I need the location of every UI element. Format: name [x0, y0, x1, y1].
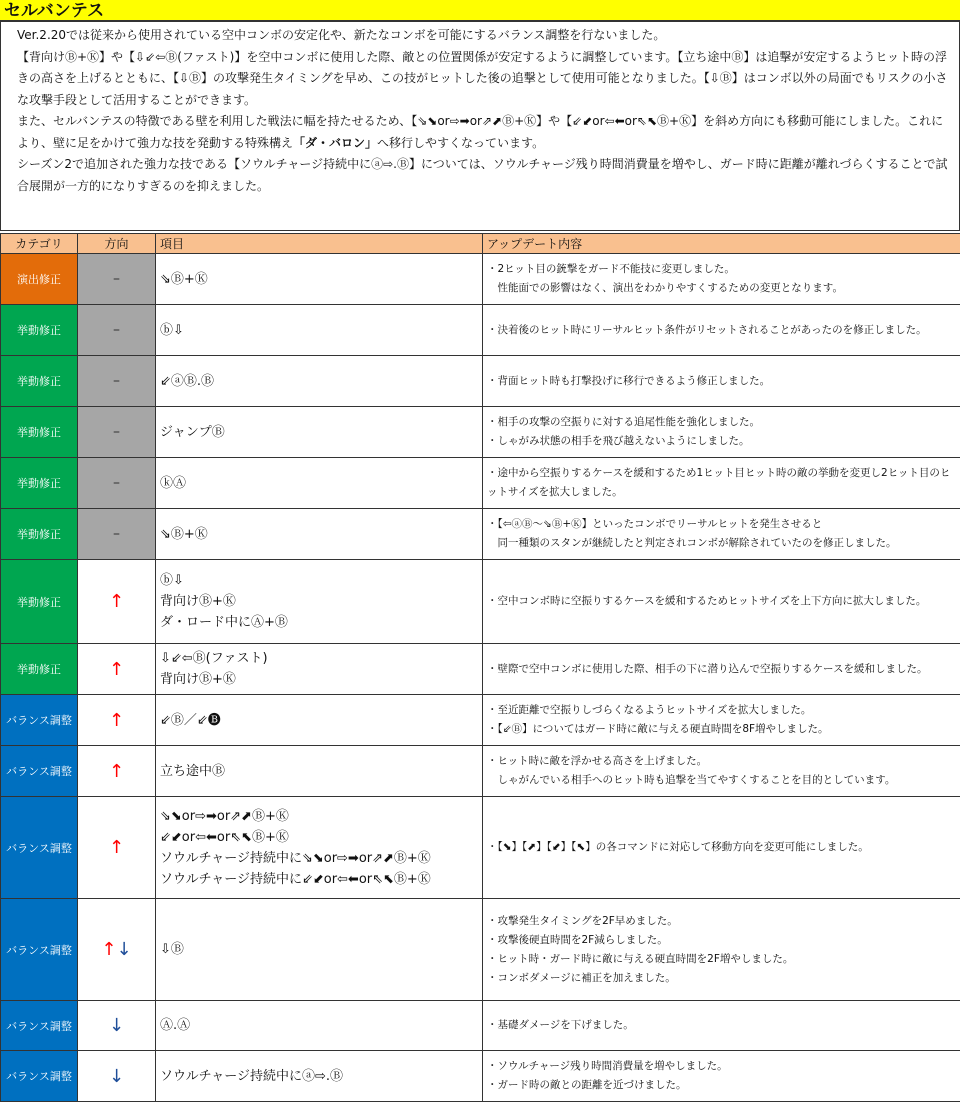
down-arrow: ↓: [108, 1015, 125, 1036]
dash: –: [113, 373, 120, 389]
content-line: 同一種類のスタンが継続したと判定されコンボが解除されていたのを修正しました。: [487, 537, 897, 549]
dash: –: [113, 271, 120, 287]
content-cell: [483, 695, 960, 746]
item-cell: [156, 305, 483, 356]
table-row: [1, 509, 960, 560]
direction-cell: [78, 695, 156, 746]
intro-paragraph: 【背向けⒷ+Ⓚ】や【⇩⇙⇦Ⓑ(ファスト)】を空中コンボに使用した際、敵との位置関係が安定するように調整しています。【立ち途中Ⓑ】は追撃が安定するようヒット時の浮きの高さを上げるとともに、【⇩Ⓑ】の攻撃発生タイミングを早め、この技がヒットした後の追撃として使用可能となりました。【⇩Ⓑ】はコンボ以外の局面でもリスクの小さな攻撃手段として活用することができます。: [17, 49, 948, 107]
item-command: ⇩Ⓑ: [160, 942, 184, 957]
table-row: [1, 797, 960, 899]
down-arrow: ↓: [116, 939, 132, 960]
category-cell: 挙動修正: [1, 509, 78, 560]
item-command: ジャンプⒷ: [160, 424, 225, 440]
item-cell: [156, 560, 483, 644]
dash: –: [113, 475, 120, 491]
intro-bold-term: 「ダ・バロン」: [293, 135, 378, 150]
content-line: ・背面ヒット時も打撃投げに移行できるよう修正しました。: [487, 374, 771, 387]
item-command: ⓚⒶ: [160, 475, 187, 491]
item-cell: [156, 254, 483, 305]
content-cell: [483, 407, 960, 458]
direction-cell: [78, 1051, 156, 1102]
intro-paragraph: [5, 111, 955, 154]
item-command: Ⓐ.Ⓐ: [160, 1018, 191, 1033]
item-cell: [156, 1051, 483, 1102]
item-command: ⓑ⇩: [160, 322, 184, 338]
item-cell: [156, 746, 483, 797]
category-cell: バランス調整: [1, 797, 78, 899]
table-row: [1, 458, 960, 509]
content-line: ・基礎ダメージを下げました。: [487, 1019, 634, 1031]
category-cell: 挙動修正: [1, 356, 78, 407]
content-cell: [483, 899, 960, 1001]
header-category: カテゴリ: [1, 234, 78, 254]
header-item: 項目: [156, 234, 483, 254]
content-line: ・攻撃後硬直時間を2F減らしました。: [487, 933, 668, 946]
item-command: ⇙ⓐⒷ.Ⓑ: [160, 373, 215, 389]
table-header-row: [1, 234, 960, 254]
item-command: ⇘Ⓑ+Ⓚ: [160, 526, 208, 542]
item-command: ⇩⇙⇦Ⓑ(ファスト): [160, 651, 268, 666]
down-arrow: ↓: [108, 1065, 125, 1087]
content-line: ・【⇙Ⓑ】についてはガード時に敵に与える硬直時間を8F増やしました。: [487, 723, 829, 735]
item-cell: [156, 509, 483, 560]
content-line: ・しゃがみ状態の相手を飛び越えないようにしました。: [487, 435, 750, 447]
direction-cell: [78, 560, 156, 644]
category-cell: 挙動修正: [1, 407, 78, 458]
table-row: [1, 746, 960, 797]
item-command: 背向けⒷ+Ⓚ: [160, 672, 236, 687]
category-cell: バランス調整: [1, 899, 78, 1001]
direction-cell: [78, 407, 156, 458]
content-line: ・ガード時の敵との距離を近づけました。: [487, 1079, 687, 1091]
item-command: ⇘⬊or⇨➡or⇗⬈Ⓑ+Ⓚ: [160, 808, 289, 824]
content-cell: [483, 254, 960, 305]
table-row: [1, 305, 960, 356]
item-cell: [156, 458, 483, 509]
item-cell: [156, 899, 483, 1001]
table-row: [1, 695, 960, 746]
item-cell: [156, 797, 483, 899]
direction-cell: [78, 1001, 156, 1051]
item-command: ⇘Ⓑ+Ⓚ: [160, 271, 208, 287]
direction-cell: [78, 254, 156, 305]
item-command: 背向けⒷ+Ⓚ: [160, 594, 236, 609]
content-cell: [483, 458, 960, 509]
content-cell: [483, 1051, 960, 1102]
table-row: [1, 1001, 960, 1051]
table-row: [1, 1051, 960, 1102]
intro-paragraph: シーズン2で追加された強力な技である【ソウルチャージ持続中にⓐ⇨.Ⓑ】については、ソウルチャージ残り時間消費量を増やし、ガード時に距離が離れづらくすることで試合展開が一方的になりすぎるのを抑えました。: [17, 157, 948, 193]
content-line: ・コンボダメージに補正を加えました。: [487, 971, 676, 984]
content-line: ・相手の攻撃の空振りに対する追尾性能を強化しました。: [487, 416, 760, 428]
intro-text: また、セルバンテスの特徴である壁を利用した戦法に幅を持たせるため、【⇘⬊or⇨➡or⇗⬈Ⓑ+Ⓚ】や【⇙⬋or⇦⬅or⇖⬉Ⓑ+Ⓚ】を斜め方向にも移動可能にしました。これにより、壁に足をかけて強力な技を発動する特殊構え: [17, 114, 944, 150]
item-command: ソウルチャージ持続中にⓐ⇨.Ⓑ: [160, 1068, 343, 1084]
direction-cell: [78, 746, 156, 797]
table-row: [1, 899, 960, 1001]
table-row: [1, 356, 960, 407]
direction-cell: [78, 797, 156, 899]
content-cell: [483, 560, 960, 644]
table-row: [1, 407, 960, 458]
intro-text: へ移行しやすくなっています。: [377, 135, 545, 150]
content-cell: [483, 797, 960, 899]
item-cell: [156, 407, 483, 458]
direction-cell: [78, 509, 156, 560]
up-arrow: ↑: [108, 591, 125, 612]
table-row: [1, 644, 960, 695]
content-line: ・空中コンボ時に空振りするケースを緩和するためヒットサイズを上下方向に拡大しました。: [487, 595, 927, 607]
direction-cell: [78, 899, 156, 1001]
header-direction: 方向: [78, 234, 156, 254]
item-command: ダ・ロード中にⒶ+Ⓑ: [160, 615, 288, 630]
content-line: ・攻撃発生タイミングを2F早めました。: [487, 914, 678, 927]
content-line: 性能面での影響はなく、演出をわかりやすくするための変更となります。: [487, 282, 843, 294]
content-line: ・【⇦ⓐⒷ～⇘Ⓑ+Ⓚ】といったコンボでリーサルヒットを発生させると: [487, 518, 823, 530]
content-cell: [483, 644, 960, 695]
header-content: アップデート内容: [483, 234, 960, 254]
dash: –: [113, 424, 120, 440]
content-line: ・ソウルチャージ残り時間消費量を増やしました。: [487, 1060, 728, 1072]
content-line: ・壁際で空中コンボに使用した際、相手の下に潜り込んで空振りするケースを緩和しました。: [487, 662, 928, 675]
dash: –: [113, 526, 120, 542]
direction-cell: [78, 644, 156, 695]
category-cell: バランス調整: [1, 746, 78, 797]
item-command: ソウルチャージ持続中に⇙⬋or⇦⬅or⇖⬉Ⓑ+Ⓚ: [160, 871, 431, 887]
direction-cell: [78, 458, 156, 509]
up-arrow: ↑: [108, 658, 125, 680]
category-cell: 挙動修正: [1, 644, 78, 695]
item-command: ⇙⬋or⇦⬅or⇖⬉Ⓑ+Ⓚ: [160, 829, 289, 845]
content-line: ・至近距離で空振りしづらくなるようヒットサイズを拡大しました。: [487, 704, 812, 716]
content-line: ・決着後のヒット時にリーサルヒット条件がリセットされることがあったのを修正しました。: [487, 323, 927, 336]
item-command: ⓑ⇩: [160, 573, 184, 588]
content-line: ・【⬊】【⬈】【⬋】【⬉】の各コマンドに対応して移動方向を変更可能にしました。: [487, 841, 869, 853]
category-cell: 演出修正: [1, 254, 78, 305]
content-line: ・ヒット時に敵を浮かせる高さを上げました。: [487, 755, 708, 767]
content-cell: [483, 356, 960, 407]
up-arrow: ↑: [108, 709, 125, 731]
content-line: しゃがんでいる相手へのヒット時も追撃を当てやすくすることを目的としています。: [487, 774, 896, 786]
content-line: ・ヒット時・ガード時に敵に与える硬直時間を2F増やしました。: [487, 952, 794, 965]
item-cell: [156, 695, 483, 746]
update-table: [0, 233, 960, 1102]
up-arrow: ↑: [101, 939, 117, 960]
category-cell: 挙動修正: [1, 458, 78, 509]
item-command: ソウルチャージ持続中に⇘⬊or⇨➡or⇗⬈Ⓑ+Ⓚ: [160, 850, 431, 866]
up-arrow: ↑: [108, 837, 125, 858]
content-cell: [483, 746, 960, 797]
dash: –: [113, 322, 120, 338]
up-arrow: ↑: [108, 760, 125, 782]
direction-cell: [78, 305, 156, 356]
content-cell: [483, 1001, 960, 1051]
category-cell: バランス調整: [1, 695, 78, 746]
table-row: [1, 560, 960, 644]
item-command: 立ち途中Ⓑ: [160, 763, 226, 779]
content-line: ・途中から空振りするケースを緩和するため1ヒット目ヒット時の敵の挙動を変更し2ヒット目のヒットサイズを拡大しました。: [487, 467, 951, 498]
content-cell: [483, 509, 960, 560]
category-cell: バランス調整: [1, 1051, 78, 1102]
intro-box: [0, 22, 960, 231]
content-cell: [483, 305, 960, 356]
table-row: [1, 254, 960, 305]
intro-paragraph: Ver.2.20では従来から使用されている空中コンボの安定化や、新たなコンボを可能にするバランス調整を行ないました。: [17, 28, 666, 42]
page-title: セルバンテス: [0, 0, 960, 22]
category-cell: バランス調整: [1, 1001, 78, 1051]
category-cell: 挙動修正: [1, 560, 78, 644]
content-line: ・2ヒット目の銃撃をガード不能技に変更しました。: [487, 263, 735, 275]
category-cell: 挙動修正: [1, 305, 78, 356]
item-command: ⇙Ⓑ／⇙🅑: [160, 712, 221, 728]
item-cell: [156, 644, 483, 695]
item-cell: [156, 1001, 483, 1051]
item-cell: [156, 356, 483, 407]
direction-cell: [78, 356, 156, 407]
